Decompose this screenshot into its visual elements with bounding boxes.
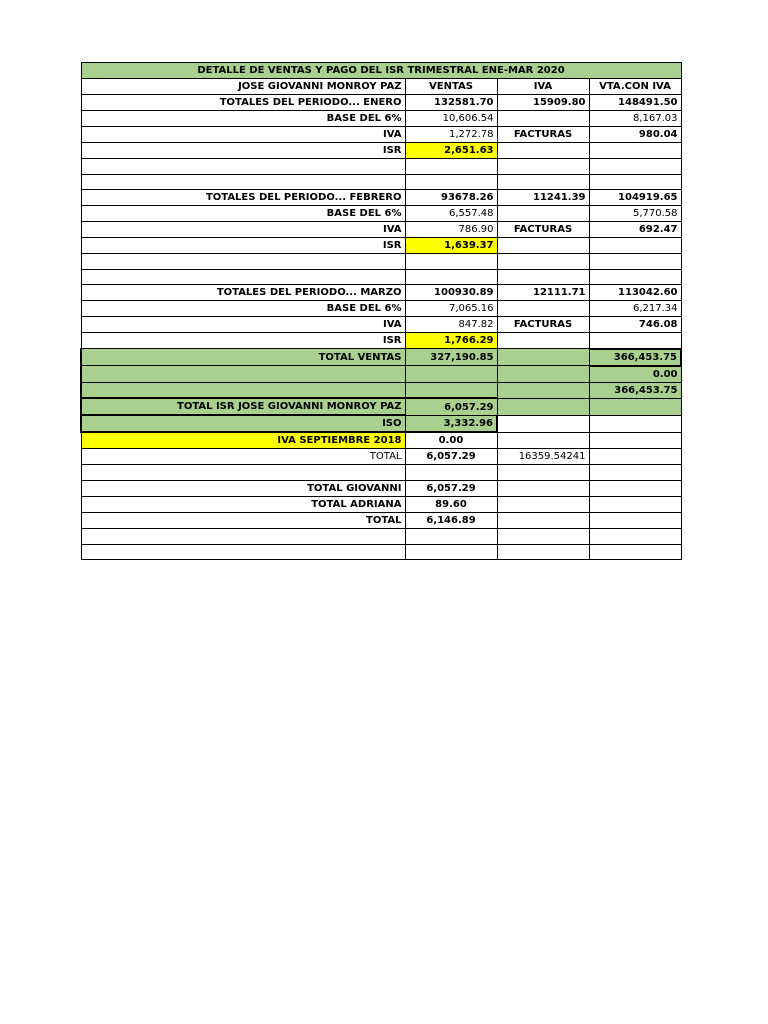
empty-cell[interactable]	[405, 382, 497, 398]
enero-facturas[interactable]: 980.04	[589, 127, 681, 143]
empty-cell[interactable]	[81, 159, 405, 175]
marzo-vta[interactable]: 113042.60	[589, 285, 681, 301]
total-isr[interactable]: 6,057.29	[405, 398, 497, 415]
enero-iva[interactable]: 15909.80	[497, 95, 589, 111]
empty-cell[interactable]	[497, 496, 589, 512]
table-row	[81, 206, 681, 222]
iva-sep[interactable]: 0.00	[405, 432, 497, 449]
empty-cell[interactable]	[405, 174, 497, 190]
marzo-iva-val[interactable]: 847.82	[405, 317, 497, 333]
empty-cell[interactable]	[589, 238, 681, 254]
empty-cell[interactable]	[589, 496, 681, 512]
enero-isr-label[interactable]: ISR	[81, 143, 405, 159]
empty-cell[interactable]	[589, 432, 681, 449]
total-adriana[interactable]: 89.60	[405, 496, 497, 512]
table-row	[81, 349, 681, 366]
empty-cell[interactable]	[497, 174, 589, 190]
febrero-facturas-label[interactable]: FACTURAS	[497, 222, 589, 238]
febrero-vta[interactable]: 104919.65	[589, 190, 681, 206]
empty-cell[interactable]	[497, 206, 589, 222]
empty-cell[interactable]	[497, 398, 589, 415]
table-row	[81, 528, 681, 544]
febrero-base-label[interactable]: BASE DEL 6%	[81, 206, 405, 222]
header-iva[interactable]: IVA	[497, 79, 589, 95]
enero-base[interactable]: 10,606.54	[405, 111, 497, 127]
table-row	[81, 480, 681, 496]
empty-cell[interactable]	[589, 480, 681, 496]
empty-cell[interactable]	[589, 544, 681, 560]
febrero-iva-label[interactable]: IVA	[81, 222, 405, 238]
table-row	[81, 333, 681, 349]
empty-cell[interactable]	[81, 366, 405, 383]
iva-sep-label[interactable]: IVA SEPTIEMBRE 2018	[81, 432, 405, 449]
empty-cell[interactable]	[589, 449, 681, 465]
header-row	[81, 79, 681, 95]
header-ventas[interactable]: VENTAS	[405, 79, 497, 95]
enero-isr[interactable]: 2,651.63	[405, 143, 497, 159]
empty-cell[interactable]	[589, 159, 681, 175]
grand-total-label[interactable]: TOTAL	[81, 512, 405, 528]
table-row	[81, 254, 681, 270]
table-row	[81, 222, 681, 238]
empty-cell[interactable]	[497, 512, 589, 528]
table-row	[81, 496, 681, 512]
empty-cell[interactable]	[405, 544, 497, 560]
iso-label[interactable]: ISO	[81, 415, 405, 432]
marzo-isr-label[interactable]: ISR	[81, 333, 405, 349]
total-vta-2[interactable]: 366,453.75	[589, 382, 681, 398]
enero-vta[interactable]: 148491.50	[589, 95, 681, 111]
empty-cell[interactable]	[497, 238, 589, 254]
table-row	[81, 95, 681, 111]
empty-cell[interactable]	[497, 366, 589, 383]
empty-cell[interactable]	[589, 174, 681, 190]
iso-value[interactable]: 3,332.96	[405, 415, 497, 432]
empty-cell[interactable]	[81, 382, 405, 398]
empty-cell[interactable]	[405, 366, 497, 383]
table-row	[81, 174, 681, 190]
empty-cell[interactable]	[405, 159, 497, 175]
empty-cell[interactable]	[497, 382, 589, 398]
empty-cell[interactable]	[589, 254, 681, 270]
empty-cell[interactable]	[497, 301, 589, 317]
empty-cell[interactable]	[405, 254, 497, 270]
empty-cell[interactable]	[497, 269, 589, 285]
empty-cell[interactable]	[589, 528, 681, 544]
grand-total[interactable]: 6,146.89	[405, 512, 497, 528]
empty-cell[interactable]	[497, 528, 589, 544]
febrero-isr[interactable]: 1,639.37	[405, 238, 497, 254]
empty-cell[interactable]	[81, 465, 405, 481]
empty-cell[interactable]	[497, 544, 589, 560]
empty-cell[interactable]	[497, 143, 589, 159]
marzo-iva[interactable]: 12111.71	[497, 285, 589, 301]
empty-cell[interactable]	[589, 415, 681, 432]
table-row	[81, 449, 681, 465]
table-row	[81, 317, 681, 333]
empty-cell[interactable]	[405, 465, 497, 481]
table-row	[81, 127, 681, 143]
empty-cell[interactable]	[497, 349, 589, 366]
table-row	[81, 159, 681, 175]
marzo-facturas-label[interactable]: FACTURAS	[497, 317, 589, 333]
table-row	[81, 301, 681, 317]
febrero-base[interactable]: 6,557.48	[405, 206, 497, 222]
marzo-ventas[interactable]: 100930.89	[405, 285, 497, 301]
total-label[interactable]: TOTAL	[81, 449, 405, 465]
marzo-base-vta[interactable]: 6,217.34	[589, 301, 681, 317]
empty-cell[interactable]	[497, 465, 589, 481]
empty-cell[interactable]	[81, 269, 405, 285]
empty-cell[interactable]	[81, 254, 405, 270]
table-row	[81, 432, 681, 449]
table-row	[81, 143, 681, 159]
enero-facturas-label[interactable]: FACTURAS	[497, 127, 589, 143]
table-row	[81, 512, 681, 528]
total-vta[interactable]: 366,453.75	[589, 349, 681, 366]
total-extra[interactable]: 16359.54241	[497, 449, 589, 465]
table-row	[81, 238, 681, 254]
empty-cell[interactable]	[589, 143, 681, 159]
empty-cell[interactable]	[589, 465, 681, 481]
febrero-base-vta[interactable]: 5,770.58	[589, 206, 681, 222]
enero-label[interactable]: TOTALES DEL PERIODO... ENERO	[81, 95, 405, 111]
empty-cell[interactable]	[497, 480, 589, 496]
marzo-facturas[interactable]: 746.08	[589, 317, 681, 333]
total-ventas-label[interactable]: TOTAL VENTAS	[81, 349, 405, 366]
header-name[interactable]: JOSE GIOVANNI MONROY PAZ	[81, 79, 405, 95]
total-giovanni[interactable]: 6,057.29	[405, 480, 497, 496]
empty-cell[interactable]	[497, 111, 589, 127]
title-row	[81, 63, 681, 79]
empty-cell[interactable]	[497, 254, 589, 270]
table-row	[81, 382, 681, 398]
marzo-iva-label[interactable]: IVA	[81, 317, 405, 333]
febrero-iva-val[interactable]: 786.90	[405, 222, 497, 238]
empty-cell[interactable]	[81, 528, 405, 544]
marzo-isr[interactable]: 1,766.29	[405, 333, 497, 349]
empty-cell[interactable]	[589, 512, 681, 528]
spreadsheet-table	[80, 62, 682, 560]
table-row	[81, 269, 681, 285]
table-row	[81, 465, 681, 481]
table-row	[81, 544, 681, 560]
febrero-facturas[interactable]: 692.47	[589, 222, 681, 238]
total-adriana-label[interactable]: TOTAL ADRIANA	[81, 496, 405, 512]
marzo-base-label[interactable]: BASE DEL 6%	[81, 301, 405, 317]
febrero-label[interactable]: TOTALES DEL PERIODO... FEBRERO	[81, 190, 405, 206]
empty-cell[interactable]	[589, 333, 681, 349]
empty-cell[interactable]	[497, 415, 589, 432]
empty-cell[interactable]	[497, 432, 589, 449]
total-value[interactable]: 6,057.29	[405, 449, 497, 465]
header-vta-con-iva[interactable]: VTA.CON IVA	[589, 79, 681, 95]
empty-cell[interactable]	[405, 269, 497, 285]
empty-cell[interactable]	[589, 398, 681, 415]
total-giovanni-label[interactable]: TOTAL GIOVANNI	[81, 480, 405, 496]
enero-iva-val[interactable]: 1,272.78	[405, 127, 497, 143]
empty-cell[interactable]	[81, 544, 405, 560]
empty-cell[interactable]	[81, 174, 405, 190]
febrero-ventas[interactable]: 93678.26	[405, 190, 497, 206]
table-row	[81, 366, 681, 383]
marzo-label[interactable]: TOTALES DEL PERIODO... MARZO	[81, 285, 405, 301]
enero-ventas[interactable]: 132581.70	[405, 95, 497, 111]
empty-cell[interactable]	[497, 159, 589, 175]
table-row	[81, 285, 681, 301]
empty-cell[interactable]	[497, 333, 589, 349]
zero-value[interactable]: 0.00	[589, 366, 681, 383]
table-row	[81, 190, 681, 206]
total-isr-label[interactable]: TOTAL ISR JOSE GIOVANNI MONROY PAZ	[81, 398, 405, 415]
febrero-isr-label[interactable]: ISR	[81, 238, 405, 254]
empty-cell[interactable]	[405, 528, 497, 544]
table-row	[81, 111, 681, 127]
febrero-iva[interactable]: 11241.39	[497, 190, 589, 206]
marzo-base[interactable]: 7,065.16	[405, 301, 497, 317]
empty-cell[interactable]	[589, 269, 681, 285]
enero-iva-label[interactable]: IVA	[81, 127, 405, 143]
enero-base-label[interactable]: BASE DEL 6%	[81, 111, 405, 127]
table-row	[81, 415, 681, 432]
total-ventas[interactable]: 327,190.85	[405, 349, 497, 366]
sheet-title[interactable]: DETALLE DE VENTAS Y PAGO DEL ISR TRIMESTRAL ENE-MAR 2020	[81, 63, 681, 79]
enero-base-vta[interactable]: 8,167.03	[589, 111, 681, 127]
table-row	[81, 398, 681, 415]
